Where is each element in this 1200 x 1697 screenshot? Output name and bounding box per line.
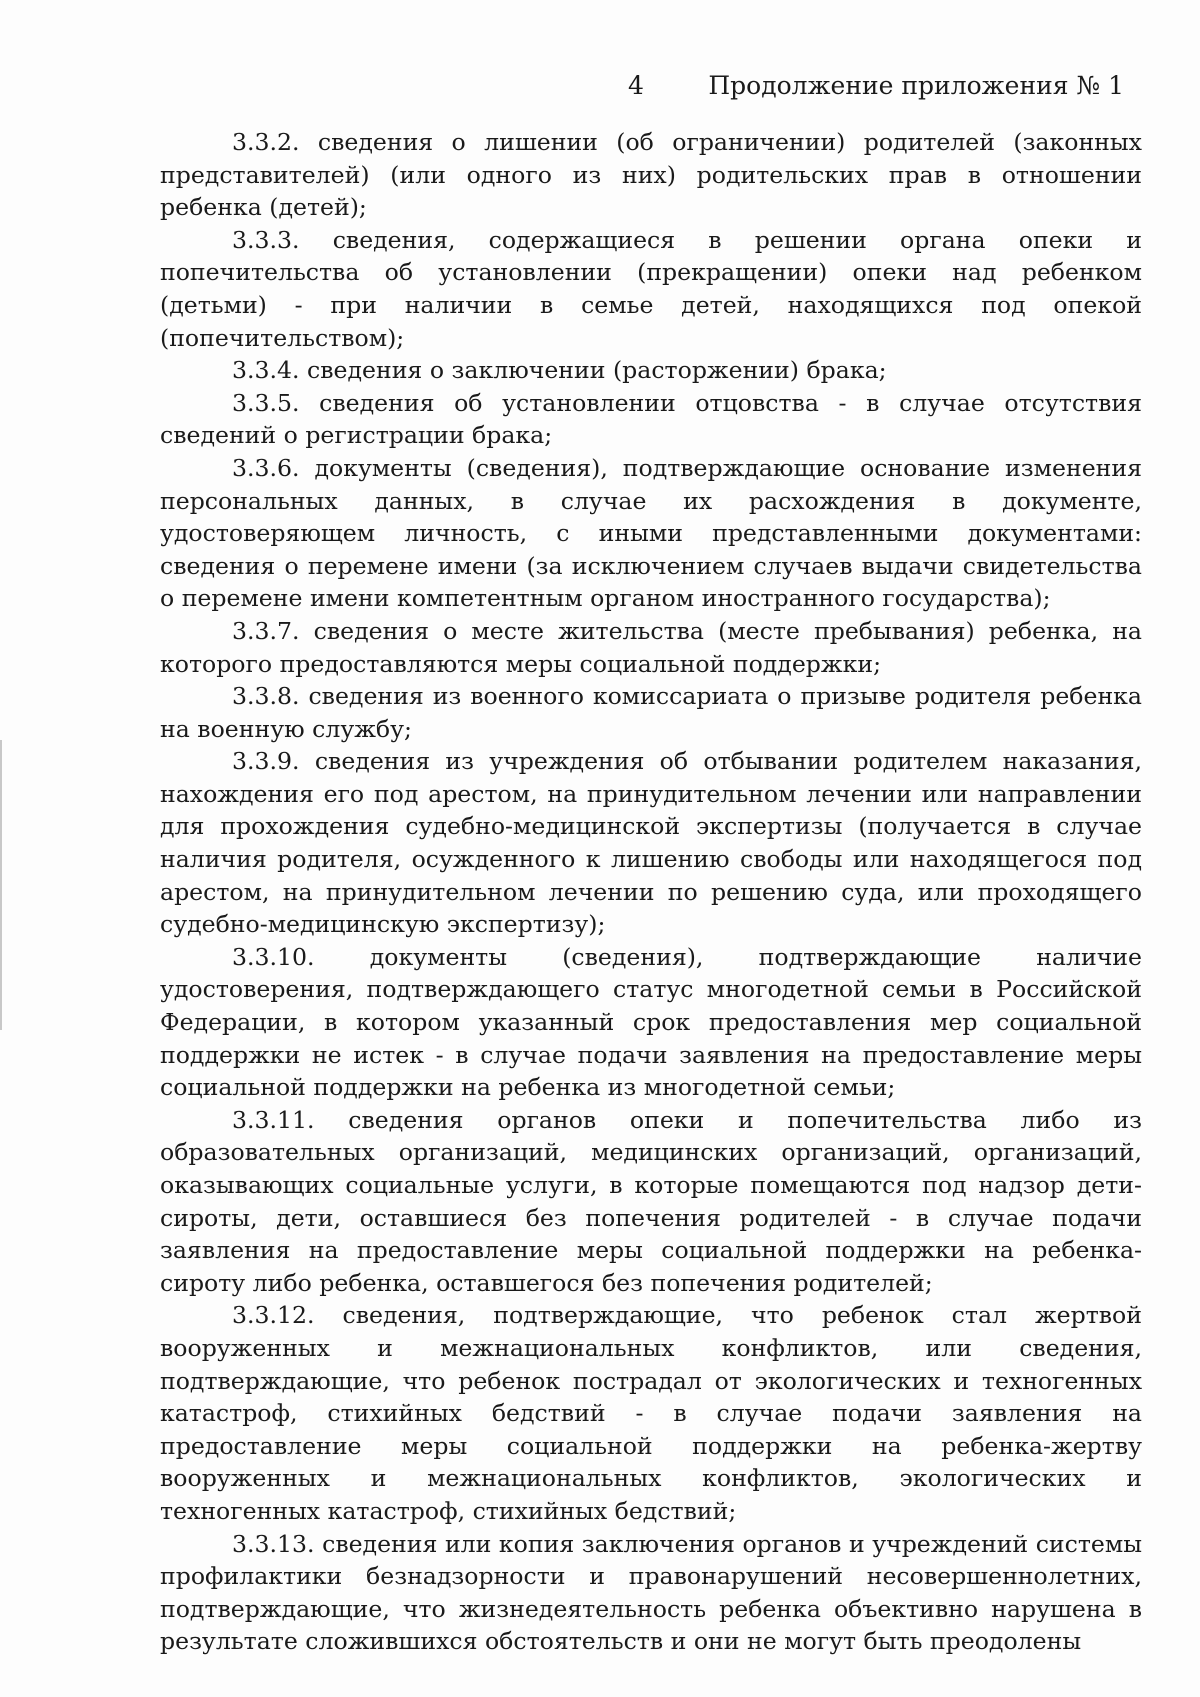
paragraph-3-3-11: 3.3.11. сведения органов опеки и попечительства либо из образовательных организаций, медицинских организаций, организаций, оказывающих социальные услуги, в которые помещаются под надзор дети-сироты, дети, оставшиеся без попечения родителей - в случае подачи заявления на предоставление меры социальной поддержки на ребенка-сироту либо ребенка, оставшегося без попечения родителей;	[160, 1105, 1142, 1297]
paragraph-3-3-13: 3.3.13. сведения или копия заключения органов и учреждений системы профилактики безнадзорности и правонарушений несовершеннолетних, подтверждающие, что жизнедеятельность ребенка объективно нарушена в результате сложившихся обстоятельств и они не могут быть преодолены	[160, 1529, 1142, 1656]
appendix-continuation-label: Продолжение приложения № 1	[708, 71, 1124, 100]
paragraph-3-3-3: 3.3.3. сведения, содержащиеся в решении органа опеки и попечительства об установлении (прекращении) опеки над ребенком (детьми) - при наличии в семье детей, находящихся под опекой (попечительством);	[160, 225, 1142, 352]
page-header	[0, 66, 1200, 106]
paragraph-3-3-4: 3.3.4. сведения о заключении (расторжении) брака;	[232, 356, 887, 385]
paragraph-3-3-10: 3.3.10. документы (сведения), подтверждающие наличие удостоверения, подтверждающего статус многодетной семьи в Российской Федерации, в котором указанный срок предоставления мер социальной поддержки не истек - в случае подачи заявления на предоставление меры социальной поддержки на ребенка из многодетной семьи;	[160, 942, 1142, 1102]
paragraph-3-3-12: 3.3.12. сведения, подтверждающие, что ребенок стал жертвой вооруженных и межнациональных конфликтов, или сведения, подтверждающие, что ребенок пострадал от экологических и техногенных катастроф, стихийных бедствий - в случае подачи заявления на предоставление меры социальной поддержки на ребенка-жертву вооруженных и межнациональных конфликтов, экологических и техногенных катастроф, стихийных бедствий;	[160, 1301, 1142, 1525]
paragraph-3-3-8: 3.3.8. сведения из военного комиссариата о призыве родителя ребенка на военную службу;	[160, 682, 1142, 743]
paragraph-3-3-9: 3.3.9. сведения из учреждения об отбывании родителем наказания, нахождения его под арестом, на принудительном лечении или направлении для прохождения судебно-медицинской экспертизы (получается в случае наличия родителя, осужденного к лишению свободы или находящегося под арестом, на принудительном лечении по решению суда, или проходящего судебно-медицинскую экспертизу);	[160, 747, 1142, 939]
scan-edge-mark	[0, 740, 2, 1030]
document-body	[160, 126, 1142, 1658]
paragraph-3-3-2: 3.3.2. сведения о лишении (об ограничении) родителей (законных представителей) (или одного из них) родительских прав в отношении ребенка (детей);	[160, 128, 1142, 222]
paragraph-3-3-5: 3.3.5. сведения об установлении отцовства - в случае отсутствия сведений о регистрации брака;	[160, 388, 1142, 450]
page-number: 4	[628, 71, 644, 100]
paragraph-3-3-7: 3.3.7. сведения о месте жительства (месте пребывания) ребенка, на которого предоставляются меры социальной поддержки;	[160, 616, 1142, 678]
paragraph-3-3-6: 3.3.6. документы (сведения), подтверждающие основание изменения персональных данных, в случае их расхождения в документе, удостоверяющем личность, с иными представленными документами: сведения о перемене имени (за исключением случаев выдачи свидетельства о перемене имени компетентным органом иностранного государства);	[160, 453, 1142, 613]
